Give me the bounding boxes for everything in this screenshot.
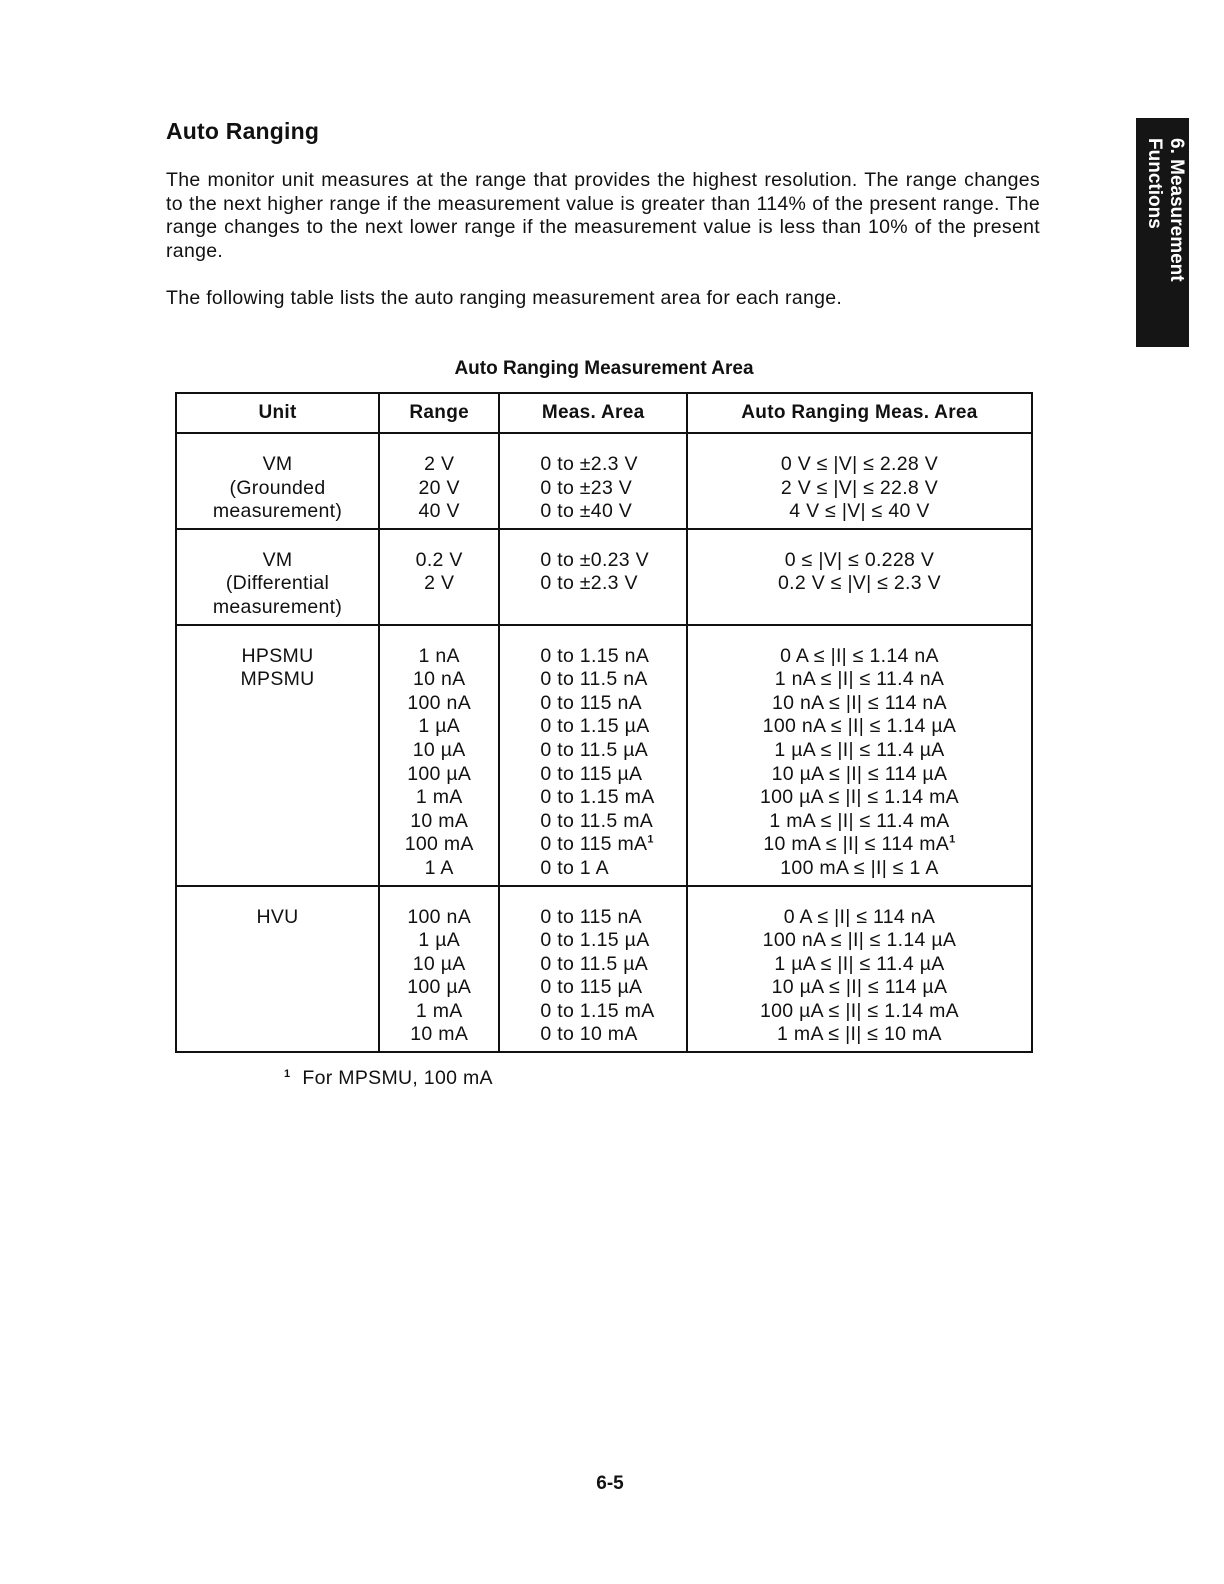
auto-ranging-area-line: 100 µA ≤ |I| ≤ 1.14 mA	[759, 786, 959, 809]
auto-ranging-area-line: 0.2 V ≤ |V| ≤ 2.3 V	[777, 572, 941, 595]
range-line: 0.2 V	[415, 548, 463, 571]
meas-area-line: 0 to 115 µA	[540, 762, 643, 785]
range-line: 100 nA	[407, 691, 471, 714]
unit-line: HPSMU	[241, 644, 314, 667]
range-line: 10 mA	[410, 1023, 469, 1046]
auto-ranging-area-line: 1 µA ≤ |I| ≤ 11.4 µA	[774, 952, 945, 975]
auto-ranging-area-line: 0 A ≤ |I| ≤ 114 nA	[783, 905, 936, 928]
range-line: 10 nA	[412, 668, 466, 691]
meas-area-cell	[499, 529, 687, 625]
auto-ranging-area-line: 10 nA ≤ |I| ≤ 114 nA	[772, 691, 947, 714]
unit-cell	[176, 433, 379, 529]
footnote-text: For MPSMU, 100 mA	[302, 1067, 493, 1089]
meas-area-cell	[499, 433, 687, 529]
auto-ranging-area-line: 0 A ≤ |I| ≤ 1.14 nA	[780, 644, 939, 667]
chapter-side-tab	[1136, 118, 1189, 347]
range-cell	[379, 886, 499, 1053]
header-unit: Unit	[176, 393, 379, 433]
range-line: 2 V	[424, 572, 455, 595]
range-line: 100 µA	[407, 762, 472, 785]
auto-ranging-area-line: 1 mA ≤ |I| ≤ 10 mA	[777, 1023, 942, 1046]
meas-area-line: 0 to 10 mA	[540, 1023, 638, 1046]
table-title: Auto Ranging Measurement Area	[454, 358, 754, 379]
range-line: 10 µA	[412, 952, 466, 975]
range-line: 100 µA	[407, 976, 472, 999]
table-row	[176, 433, 1032, 529]
meas-area-line: 0 to 11.5 mA	[540, 809, 654, 832]
auto-ranging-area-line: 1 mA ≤ |I| ≤ 11.4 mA	[769, 809, 950, 832]
meas-area-line: 0 to 1.15 mA	[540, 999, 655, 1022]
meas-area-line: 0 to 115 µA	[540, 976, 643, 999]
range-cell	[379, 625, 499, 886]
unit-line: MPSMU	[240, 668, 315, 691]
section-title: Auto Ranging	[166, 118, 320, 144]
meas-area-line: 0 to 115 nA	[540, 905, 642, 928]
meas-area-line: 0 to 1.15 nA	[540, 644, 650, 667]
auto-ranging-area-cell	[687, 433, 1032, 529]
auto-ranging-area-line: 2 V ≤ |V| ≤ 22.8 V	[780, 476, 939, 499]
meas-area-line: 0 to 11.5 µA	[540, 738, 649, 761]
range-line: 40 V	[418, 500, 460, 523]
range-cell	[379, 433, 499, 529]
footnote-marker: 1	[284, 1067, 291, 1080]
side-tab-line1: 6. Measurement	[1166, 138, 1187, 282]
unit-cell	[176, 529, 379, 625]
auto-ranging-area-line: 1 nA ≤ |I| ≤ 11.4 nA	[774, 668, 945, 691]
auto-ranging-area-line: 4 V ≤ |V| ≤ 40 V	[789, 500, 930, 523]
intro-paragraph: The monitor unit measures at the range that provides the highest resolution. The range changes to the next higher range if the measurement value is greater than 114% of the present range. The range changes to the next lower range if the measurement value is less than 10% of the present range.	[166, 169, 1040, 262]
range-line: 1 A	[424, 856, 454, 879]
unit-line: measurement)	[212, 500, 343, 523]
unit-line: (Grounded	[229, 476, 326, 499]
meas-area-line: 0 to 1 A	[540, 856, 609, 879]
meas-area-line: 0 to 1.15 mA	[540, 786, 655, 809]
unit-line: (Differential	[225, 572, 330, 595]
range-line: 1 mA	[415, 786, 463, 809]
table-header-row	[176, 393, 1032, 433]
table-row	[176, 529, 1032, 625]
header-meas-area: Meas. Area	[499, 393, 687, 433]
side-tab-line2: Functions	[1144, 138, 1165, 229]
range-line: 2 V	[424, 453, 455, 475]
auto-ranging-area-line: 100 µA ≤ |I| ≤ 1.14 mA	[759, 999, 959, 1022]
footnote-ref: 1	[647, 833, 654, 846]
unit-cell	[176, 625, 379, 886]
meas-area-cell	[499, 886, 687, 1053]
range-line: 1 mA	[415, 999, 463, 1022]
auto-ranging-table	[175, 392, 1033, 1053]
range-line: 10 mA	[410, 809, 469, 832]
range-line: 1 µA	[418, 929, 461, 952]
meas-area-line: 0 to 1.15 µA	[540, 929, 650, 952]
unit-line: VM	[262, 548, 293, 571]
auto-ranging-area-cell	[687, 529, 1032, 625]
meas-area-line: 0 to 11.5 µA	[540, 952, 649, 975]
auto-ranging-area-line: 10 µA ≤ |I| ≤ 114 µA	[771, 976, 948, 999]
unit-line: HVU	[256, 905, 299, 928]
header-auto-ranging-meas-area: Auto Ranging Meas. Area	[687, 393, 1032, 433]
auto-ranging-area-line: 100 mA ≤ |I| ≤ 1 A	[780, 856, 939, 879]
meas-area-line: 0 to ±2.3 V	[540, 572, 638, 595]
footnote	[284, 1067, 493, 1090]
meas-area-line: 0 to 115 $mA^1$	[540, 833, 654, 856]
meas-area-line: 0 to 1.15 µA	[540, 715, 650, 738]
header-range: Range	[379, 393, 499, 433]
meas-area-line: 0 to ±23 V	[540, 476, 633, 499]
meas-area-line: 0 to 11.5 nA	[540, 668, 648, 691]
unit-line: measurement)	[212, 595, 343, 618]
auto-ranging-area-line: 10 µA ≤ |I| ≤ 114 µA	[771, 762, 948, 785]
table-row	[176, 625, 1032, 886]
unit-cell	[176, 886, 379, 1053]
meas-area-line: 0 to 115 nA	[540, 691, 642, 714]
table-intro-paragraph: The following table lists the auto ranging measurement area for each range.	[166, 287, 843, 309]
range-cell	[379, 529, 499, 625]
unit-line: VM	[262, 453, 293, 475]
auto-ranging-area-line: 100 nA ≤ |I| ≤ 1.14 µA	[762, 929, 957, 952]
range-line: 10 µA	[412, 738, 466, 761]
auto-ranging-area-line: 100 nA ≤ |I| ≤ 1.14 µA	[762, 715, 957, 738]
auto-ranging-area-line: 0 V ≤ |V| ≤ 2.28 V	[780, 453, 939, 475]
meas-area-line: 0 to ±40 V	[540, 500, 633, 523]
range-line: 1 µA	[418, 715, 461, 738]
auto-ranging-area-line: 0 ≤ |V| ≤ 0.228 V	[784, 548, 935, 571]
range-line: 1 nA	[418, 644, 460, 667]
auto-ranging-area-cell	[687, 886, 1032, 1053]
meas-area-line: 0 to ±0.23 V	[540, 548, 649, 571]
range-line: 100 mA	[404, 833, 474, 856]
range-line: 100 nA	[407, 905, 471, 928]
footnote-ref: 1	[949, 833, 956, 846]
auto-ranging-area-line: 1 µA ≤ |I| ≤ 11.4 µA	[774, 738, 945, 761]
page-number: 6-5	[596, 1473, 624, 1494]
range-line: 20 V	[418, 476, 460, 499]
meas-area-cell	[499, 625, 687, 886]
auto-ranging-area-cell	[687, 625, 1032, 886]
auto-ranging-area-line: 10 mA ≤ |I| ≤ 114 $mA^1$	[763, 833, 956, 856]
table-row	[176, 886, 1032, 1053]
meas-area-line: 0 to ±2.3 V	[540, 453, 638, 475]
